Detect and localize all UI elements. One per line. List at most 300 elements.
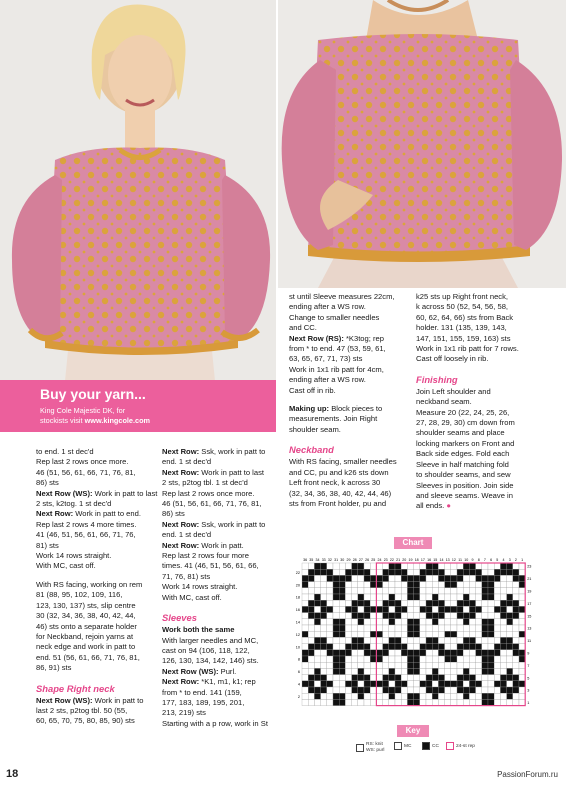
cc-swatch (422, 742, 430, 750)
chart-cell-mc (426, 582, 432, 588)
chart-cell-mc (302, 675, 308, 681)
chart-cell-mc (383, 668, 389, 674)
chart-cell-cc (339, 582, 345, 588)
chart-cell-mc (314, 575, 320, 581)
chart-cell-cc (426, 644, 432, 650)
chart-cell-cc (339, 588, 345, 594)
chart-row-number: 21 (527, 577, 532, 582)
chart-cell-cc (401, 569, 407, 575)
chart-cell-mc (432, 650, 438, 656)
chart-cell-cc (507, 637, 513, 643)
buy-yarn-caption (0, 380, 276, 432)
chart-cell-mc (476, 582, 482, 588)
chart-cell-mc (494, 619, 500, 625)
chart-cell-cc (364, 681, 370, 687)
chart-cell-mc (469, 650, 475, 656)
chart-cell-mc (476, 656, 482, 662)
chart-cell-mc (327, 675, 333, 681)
chart-cell-mc (469, 668, 475, 674)
row-text: Work in patt to last 2 sts, p2tog tbl. 50 (55, 60, 65, 70, 75, 80, 85, 90) sts (36, 695, 144, 726)
chart-cell-cc (426, 681, 432, 687)
row-text: Work in patt to end. Rep last 2 rows 4 more times. 41 (46, 51, 56, 61, 66, 71, 76, 81) sts Work 14 rows straight. With MC, cast off. (36, 509, 141, 571)
row-text: Work in patt to last 2 sts, k2tog. 1 st dec'd (36, 488, 158, 509)
chart-cell-mc (358, 650, 364, 656)
chart-column-number: 19 (408, 558, 413, 562)
chart-cell-cc (438, 606, 444, 612)
chart-cell-cc (513, 600, 519, 606)
chart-cell-mc (339, 613, 345, 619)
chart-cell-cc (482, 594, 488, 600)
chart-cell-mc (482, 600, 488, 606)
chart-cell-cc (494, 569, 500, 575)
chart-cell-cc (463, 668, 469, 674)
row-text: Ssk, work in patt to end. 1 st dec'd (162, 519, 266, 540)
chart-cell-cc (395, 644, 401, 650)
chart-cell-mc (494, 668, 500, 674)
chart-column-number: 13 (445, 558, 450, 562)
chart-cell-cc (314, 619, 320, 625)
chart-cell-mc (445, 693, 451, 699)
chart-cell-mc (314, 631, 320, 637)
chart-cell-cc (457, 687, 463, 693)
chart-cell-mc (438, 637, 444, 643)
key-text: 24-st rep (456, 743, 475, 749)
chart-cell-mc (314, 625, 320, 631)
chart-cell-cc (364, 650, 370, 656)
chart-cell-cc (513, 687, 519, 693)
chart-cell-mc (420, 625, 426, 631)
chart-cell-mc (321, 631, 327, 637)
chart-cell-mc (488, 681, 494, 687)
heading-sleeves: Sleeves (162, 612, 197, 624)
chart-column-number: 24 (377, 558, 382, 562)
chart-cell-mc (476, 662, 482, 668)
chart-cell-mc (364, 699, 370, 705)
chart-cell-mc (420, 582, 426, 588)
chart-cell-mc (389, 606, 395, 612)
chart-cell-cc (383, 575, 389, 581)
chart-cell-mc (420, 588, 426, 594)
chart-cell-mc (358, 681, 364, 687)
row-text: *K1, m1, k1; rep from * to end. 141 (159, 177, 183, 189, 195, 201, 213, 219) sts Starting with a p row, work in St (162, 677, 268, 728)
chart-cell-mc (507, 582, 513, 588)
chart-cell-cc (401, 681, 407, 687)
chart-cell-mc (500, 582, 506, 588)
chart-cell-cc (395, 600, 401, 606)
chart-cell-cc (333, 631, 339, 637)
chart-cell-cc (370, 582, 376, 588)
chart-cell-cc (451, 575, 457, 581)
chart-cell-cc (414, 588, 420, 594)
chart-cell-mc (352, 619, 358, 625)
chart-cell-mc (383, 582, 389, 588)
chart-cell-mc (327, 693, 333, 699)
chart-cell-mc (457, 625, 463, 631)
chart-cell-cc (352, 644, 358, 650)
col2-paragraph-4 (162, 541, 282, 603)
chart-cell-cc (463, 693, 469, 699)
key-item-knit (356, 742, 384, 753)
chart-cell-mc (389, 631, 395, 637)
chart-cell-cc (432, 687, 438, 693)
col2-paragraph-7 (162, 667, 282, 677)
col3-paragraph-1: st until Sleeve measures 22cm, ending after a WS row. Change to smaller needles and CC. (289, 292, 395, 333)
chart-cell-cc (321, 681, 327, 687)
chart-cell-mc (352, 625, 358, 631)
chart-cell-mc (469, 594, 475, 600)
chart-cell-mc (420, 594, 426, 600)
chart-cell-mc (333, 563, 339, 569)
chart-cell-mc (519, 563, 525, 569)
chart-cell-cc (364, 644, 370, 650)
chart-cell-cc (463, 644, 469, 650)
model-photo-back (278, 0, 566, 288)
chart-cell-mc (500, 656, 506, 662)
chart-cell-mc (414, 675, 420, 681)
chart-cell-mc (401, 613, 407, 619)
chart-cell-cc (457, 613, 463, 619)
chart-cell-cc (321, 563, 327, 569)
chart-cell-mc (376, 600, 382, 606)
chart-cell-mc (364, 637, 370, 643)
chart-cell-mc (507, 662, 513, 668)
chart-cell-mc (327, 662, 333, 668)
chart-cell-cc (420, 681, 426, 687)
chart-cell-mc (445, 675, 451, 681)
chart-cell-mc (488, 687, 494, 693)
chart-cell-cc (314, 569, 320, 575)
chart-cell-mc (376, 675, 382, 681)
chart-cell-mc (339, 644, 345, 650)
chart-cell-mc (308, 699, 314, 705)
chart-cell-mc (432, 662, 438, 668)
chart-cell-cc (314, 613, 320, 619)
chart-cell-mc (401, 625, 407, 631)
chart-cell-cc (513, 575, 519, 581)
col3-paragraph-4: With RS facing, smaller needles and CC, pu and k26 sts down Left front neck, k across 30 (32, 34, 36, 38, 40, 42, 44, 46) sts from Front holder, pu and (289, 457, 397, 508)
chart-cell-cc (426, 569, 432, 575)
chart-cell-cc (302, 631, 308, 637)
key-label: Key (397, 725, 429, 737)
chart-cell-cc (438, 650, 444, 656)
col1-paragraph-4: With RS facing, working on rem 81 (88, 95, 102, 109, 116, 123, 130, 137) sts, slip centre 30 (32, 34, 36, 38, 40, 42, 44, 46) sts onto a separate holder for Neckband, rejoin yarns at neck edge and work in patt to end. 51 (56, 61, 66, 71, 76, 81, 86, 91) sts (36, 579, 143, 673)
chart-cell-mc (302, 662, 308, 668)
chart-cell-cc (389, 600, 395, 606)
chart-cell-mc (321, 588, 327, 594)
chart-column-number: 20 (402, 558, 407, 562)
chart-cell-mc (488, 563, 494, 569)
chart-cell-mc (507, 650, 513, 656)
chart-cell-mc (432, 625, 438, 631)
chart-cell-cc (457, 575, 463, 581)
chart-cell-mc (420, 631, 426, 637)
chart-cell-cc (333, 594, 339, 600)
chart-column-number: 30 (340, 558, 345, 562)
chart-cell-mc (445, 687, 451, 693)
chart-cell-cc (321, 675, 327, 681)
chart-cell-cc (482, 699, 488, 705)
chart-cell-cc (376, 631, 382, 637)
chart-cell-cc (500, 606, 506, 612)
chart-cell-mc (476, 625, 482, 631)
chart-cell-mc (352, 668, 358, 674)
chart-cell-cc (302, 656, 308, 662)
chart-cell-mc (314, 656, 320, 662)
chart-cell-cc (333, 582, 339, 588)
chart-cell-mc (451, 600, 457, 606)
chart-column-number: 10 (464, 558, 469, 562)
chart-cell-cc (463, 613, 469, 619)
chart-cell-cc (407, 693, 413, 699)
chart-cell-cc (432, 644, 438, 650)
chart-cell-mc (500, 693, 506, 699)
chart-cell-cc (345, 606, 351, 612)
chart-cell-mc (432, 631, 438, 637)
chart-cell-cc (327, 569, 333, 575)
chart-cell-mc (308, 619, 314, 625)
chart-column-number: 3 (508, 558, 511, 562)
chart-cell-mc (407, 681, 413, 687)
chart-cell-cc (383, 606, 389, 612)
footer-site: PassionForum.ru (497, 770, 558, 779)
chart-cell-mc (308, 588, 314, 594)
chart-cell-mc (457, 637, 463, 643)
chart-cell-mc (345, 637, 351, 643)
chart-cell-mc (500, 594, 506, 600)
chart-row-number: 15 (527, 614, 532, 619)
chart-cell-mc (463, 606, 469, 612)
chart-cell-cc (407, 656, 413, 662)
chart-cell-mc (327, 668, 333, 674)
chart-cell-mc (376, 662, 382, 668)
chart-cell-mc (426, 619, 432, 625)
chart-cell-mc (507, 631, 513, 637)
chart-cell-mc (445, 637, 451, 643)
chart-cell-mc (383, 693, 389, 699)
chart-row-number: 5 (527, 676, 530, 681)
chart-cell-cc (389, 563, 395, 569)
chart-cell-mc (494, 563, 500, 569)
chart-cell-mc (463, 650, 469, 656)
chart-cell-cc (308, 650, 314, 656)
chart-cell-cc (476, 575, 482, 581)
chart-cell-cc (327, 575, 333, 581)
chart-cell-cc (383, 675, 389, 681)
chart-cell-cc (352, 563, 358, 569)
chart-cell-mc (469, 625, 475, 631)
chart-cell-cc (482, 575, 488, 581)
chart-cell-mc (302, 668, 308, 674)
chart-cell-mc (420, 662, 426, 668)
chart-cell-cc (414, 631, 420, 637)
chart-column-number: 32 (327, 558, 332, 562)
chart-cell-mc (364, 693, 370, 699)
chart-cell-cc (420, 606, 426, 612)
chart-cell-mc (327, 582, 333, 588)
row-label: Next Row: (36, 509, 74, 519)
chart-cell-mc (370, 594, 376, 600)
chart-cell-cc (358, 637, 364, 643)
chart-cell-mc (457, 582, 463, 588)
chart-cell-mc (451, 668, 457, 674)
chart-row-number: 19 (527, 589, 532, 594)
chart-column-number: 26 (365, 558, 370, 562)
chart-cell-cc (389, 619, 395, 625)
chart-cell-cc (376, 656, 382, 662)
row-label: Next Row: (162, 519, 200, 529)
chart-cell-mc (321, 594, 327, 600)
chart-cell-mc (414, 613, 420, 619)
col1-paragraph-5 (36, 696, 160, 727)
chart-cell-mc (345, 699, 351, 705)
chart-cell-mc (451, 637, 457, 643)
chart-cell-mc (476, 637, 482, 643)
chart-cell-mc (507, 606, 513, 612)
chart-cell-cc (488, 699, 494, 705)
chart-cell-cc (438, 575, 444, 581)
chart-cell-cc (507, 600, 513, 606)
chart-cell-mc (401, 582, 407, 588)
chart-column-number: 9 (471, 558, 474, 562)
chart-column-number: 27 (358, 558, 363, 562)
chart-cell-mc (370, 619, 376, 625)
chart-cell-cc (463, 563, 469, 569)
chart-cell-mc (395, 631, 401, 637)
chart-cell-mc (438, 588, 444, 594)
chart-cell-mc (445, 594, 451, 600)
chart-cell-mc (494, 582, 500, 588)
chart-cell-cc (488, 582, 494, 588)
chart-cell-mc (401, 668, 407, 674)
chart-cell-mc (420, 637, 426, 643)
finishing-text: Join Left shoulder and neckband seam. Measure 20 (22, 24, 25, 26, 27, 28, 29, 30) cm down from shoulder seams and place locking markers on Front and Back side edges. Fold each Sleeve in half matching fold to shoulder seams, and sew Sleeves in position. Join side and sleeve seams. Weave in all ends. (416, 386, 515, 511)
chart-cell-mc (494, 637, 500, 643)
chart-cell-mc (488, 600, 494, 606)
chart-cell-cc (308, 569, 314, 575)
chart-cell-mc (451, 569, 457, 575)
chart-cell-cc (414, 656, 420, 662)
chart-cell-mc (407, 687, 413, 693)
chart-cell-mc (395, 625, 401, 631)
col2-paragraph-3 (162, 520, 282, 541)
chart-cell-cc (469, 644, 475, 650)
chart-cell-mc (488, 569, 494, 575)
chart-cell-mc (321, 656, 327, 662)
chart-cell-mc (513, 625, 519, 631)
chart-cell-cc (445, 650, 451, 656)
chart-cell-mc (327, 625, 333, 631)
chart-cell-cc (457, 600, 463, 606)
chart-cell-mc (438, 699, 444, 705)
chart-cell-cc (407, 594, 413, 600)
chart-cell-cc (457, 569, 463, 575)
chart-cell-mc (345, 600, 351, 606)
chart-cell-cc (507, 693, 513, 699)
stockist-link[interactable]: www.kingcole.com (84, 416, 151, 425)
chart-cell-cc (451, 631, 457, 637)
chart-cell-mc (451, 613, 457, 619)
chart-cell-cc (500, 687, 506, 693)
chart-cell-cc (519, 656, 525, 662)
chart-cell-mc (395, 619, 401, 625)
chart-column-number: 2 (514, 558, 517, 562)
chart-cell-mc (414, 563, 420, 569)
chart-cell-mc (476, 631, 482, 637)
chart-cell-cc (339, 668, 345, 674)
chart-cell-mc (432, 582, 438, 588)
text-column-4 (416, 292, 542, 512)
chart-cell-mc (507, 681, 513, 687)
chart-cell-mc (370, 662, 376, 668)
chart-cell-cc (463, 594, 469, 600)
col2-paragraph-1 (162, 447, 282, 468)
chart-cell-cc (414, 594, 420, 600)
chart-cell-cc (507, 594, 513, 600)
chart-cell-cc (401, 644, 407, 650)
chart-cell-mc (364, 563, 370, 569)
chart-cell-mc (463, 662, 469, 668)
chart-cell-mc (519, 625, 525, 631)
chart-cell-cc (445, 656, 451, 662)
chart-cell-mc (389, 699, 395, 705)
chart-cell-cc (469, 637, 475, 643)
chart-cell-cc (457, 675, 463, 681)
chart-cell-mc (401, 637, 407, 643)
chart-cell-mc (463, 699, 469, 705)
end-mark-icon: ● (446, 501, 452, 511)
chart-row-number: 20 (295, 583, 300, 588)
chart-cell-mc (519, 668, 525, 674)
chart-cell-mc (476, 613, 482, 619)
chart-cell-mc (500, 650, 506, 656)
chart-cell-mc (383, 588, 389, 594)
chart-cell-mc (370, 687, 376, 693)
chart-cell-mc (383, 619, 389, 625)
chart-cell-mc (482, 644, 488, 650)
col1-paragraph-2 (36, 489, 160, 510)
chart-cell-cc (463, 600, 469, 606)
chart-column-number: 28 (352, 558, 357, 562)
chart-cell-mc (370, 693, 376, 699)
chart-cell-cc (376, 575, 382, 581)
chart-cell-mc (507, 699, 513, 705)
chart-cell-mc (333, 613, 339, 619)
chart-cell-mc (519, 693, 525, 699)
chart-cell-mc (407, 613, 413, 619)
chart-cell-mc (463, 582, 469, 588)
chart-cell-cc (407, 582, 413, 588)
chart-cell-mc (420, 613, 426, 619)
chart-column-number: 8 (477, 558, 480, 562)
chart-cell-mc (395, 650, 401, 656)
chart-row-number: 9 (527, 651, 530, 656)
chart-cell-mc (302, 699, 308, 705)
chart-cell-mc (345, 662, 351, 668)
chart-cell-cc (364, 606, 370, 612)
chart-cell-mc (364, 582, 370, 588)
chart-cell-mc (507, 588, 513, 594)
chart-cell-cc (500, 644, 506, 650)
chart-cell-mc (302, 693, 308, 699)
chart-cell-cc (513, 613, 519, 619)
chart-cell-mc (445, 619, 451, 625)
chart-cell-cc (358, 644, 364, 650)
chart-row-number: 4 (297, 682, 300, 687)
chart-column-number: 18 (414, 558, 419, 562)
chart-cell-mc (426, 650, 432, 656)
chart-cell-mc (445, 613, 451, 619)
chart-cell-mc (469, 631, 475, 637)
